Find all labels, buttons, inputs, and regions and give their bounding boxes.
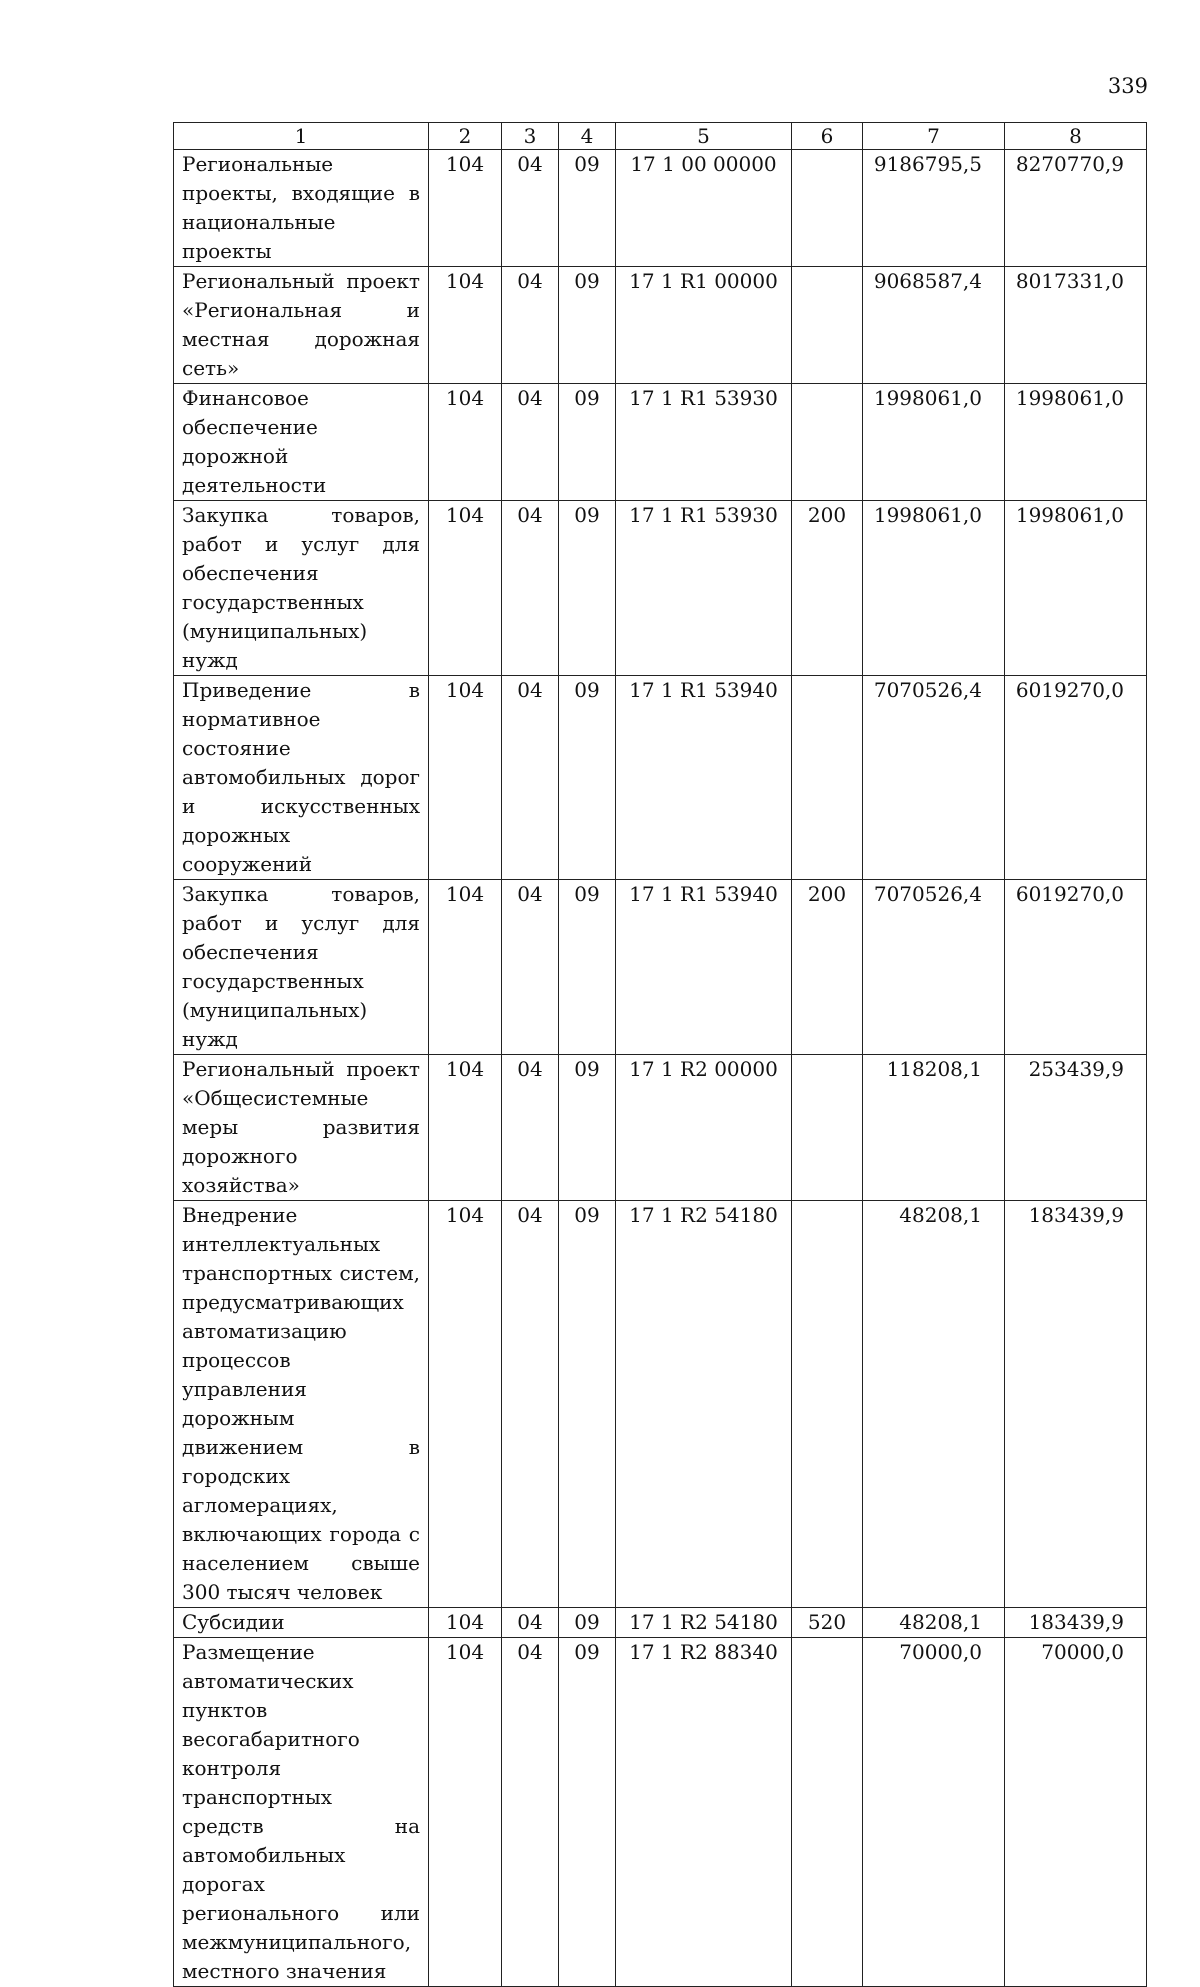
row-value-cell: 1998061,0 <box>1005 501 1147 676</box>
row-value-cell: 104 <box>429 1055 502 1201</box>
row-value-cell: 183439,9 <box>1005 1608 1147 1638</box>
row-value-cell: 7070526,4 <box>863 880 1005 1055</box>
row-value-cell: 09 <box>559 1638 616 1987</box>
row-value-cell: 200 <box>792 501 863 676</box>
row-value-cell: 1998061,0 <box>1005 384 1147 501</box>
header-cell: 1 <box>174 123 429 150</box>
row-value-cell <box>792 1201 863 1608</box>
budget-table <box>173 122 1147 1987</box>
header-cell: 5 <box>616 123 792 150</box>
row-value-cell <box>792 267 863 384</box>
row-value-cell: 8017331,0 <box>1005 267 1147 384</box>
row-value-cell <box>792 676 863 880</box>
row-value-cell <box>792 150 863 267</box>
row-value-cell: 09 <box>559 1201 616 1608</box>
table-row <box>174 1201 1147 1608</box>
header-cell: 2 <box>429 123 502 150</box>
header-cell: 4 <box>559 123 616 150</box>
row-value-cell: 6019270,0 <box>1005 676 1147 880</box>
row-value-cell: 17 1 R1 53940 <box>616 880 792 1055</box>
row-value-cell: 17 1 R1 53940 <box>616 676 792 880</box>
row-value-cell: 70000,0 <box>1005 1638 1147 1987</box>
row-value-cell: 48208,1 <box>863 1608 1005 1638</box>
row-value-cell: 104 <box>429 676 502 880</box>
row-value-cell: 6019270,0 <box>1005 880 1147 1055</box>
row-value-cell: 17 1 R2 54180 <box>616 1201 792 1608</box>
row-value-cell: 04 <box>502 1608 559 1638</box>
row-value-cell: 17 1 R2 00000 <box>616 1055 792 1201</box>
row-name-cell: Закупка товаров, работ и услуг для обеспечения государственных (муниципальных) нужд <box>174 501 429 676</box>
row-value-cell: 04 <box>502 1638 559 1987</box>
row-name-cell: Финансовое обеспечение дорожной деятельности <box>174 384 429 501</box>
row-value-cell: 17 1 R1 53930 <box>616 501 792 676</box>
row-value-cell: 09 <box>559 1608 616 1638</box>
header-cell: 3 <box>502 123 559 150</box>
table-row <box>174 501 1147 676</box>
row-value-cell: 104 <box>429 267 502 384</box>
row-value-cell: 183439,9 <box>1005 1201 1147 1608</box>
row-value-cell: 09 <box>559 880 616 1055</box>
row-value-cell: 7070526,4 <box>863 676 1005 880</box>
row-value-cell: 04 <box>502 676 559 880</box>
row-value-cell: 17 1 R2 54180 <box>616 1608 792 1638</box>
row-value-cell: 17 1 R2 88340 <box>616 1638 792 1987</box>
row-value-cell: 118208,1 <box>863 1055 1005 1201</box>
row-value-cell: 8270770,9 <box>1005 150 1147 267</box>
row-value-cell: 48208,1 <box>863 1201 1005 1608</box>
row-value-cell: 70000,0 <box>863 1638 1005 1987</box>
row-value-cell: 1998061,0 <box>863 501 1005 676</box>
row-value-cell: 04 <box>502 880 559 1055</box>
row-value-cell: 09 <box>559 1055 616 1201</box>
table-row <box>174 880 1147 1055</box>
row-value-cell <box>792 1055 863 1201</box>
table-header-row <box>174 123 1147 150</box>
row-name-cell: Приведение в нормативное состояние автомобильных дорог и искусственных дорожных сооружений <box>174 676 429 880</box>
row-value-cell: 17 1 R1 00000 <box>616 267 792 384</box>
row-value-cell: 04 <box>502 1201 559 1608</box>
row-value-cell: 04 <box>502 150 559 267</box>
row-value-cell: 200 <box>792 880 863 1055</box>
row-value-cell <box>792 1638 863 1987</box>
row-value-cell: 09 <box>559 150 616 267</box>
row-value-cell: 09 <box>559 267 616 384</box>
row-name-cell: Региональные проекты, входящие в национальные проекты <box>174 150 429 267</box>
row-name-cell: Внедрение интеллектуальных транспортных систем, предусматривающих автоматизацию процессов управления дорожным движением в городских агломерациях, включающих города с населением свыше 300 тысяч человек <box>174 1201 429 1608</box>
table-row <box>174 150 1147 267</box>
row-value-cell: 09 <box>559 501 616 676</box>
row-value-cell: 104 <box>429 1638 502 1987</box>
row-value-cell: 104 <box>429 1201 502 1608</box>
row-value-cell: 104 <box>429 1608 502 1638</box>
row-name-cell: Закупка товаров, работ и услуг для обеспечения государственных (муниципальных) нужд <box>174 880 429 1055</box>
table-row <box>174 1608 1147 1638</box>
row-name-cell: Размещение автоматических пунктов весогабаритного контроля транспортных средств на автомобильных дорогах регионального или межмуниципального, местного значения <box>174 1638 429 1987</box>
table-row <box>174 384 1147 501</box>
row-value-cell: 104 <box>429 501 502 676</box>
row-value-cell: 104 <box>429 150 502 267</box>
row-value-cell: 253439,9 <box>1005 1055 1147 1201</box>
row-name-cell: Субсидии <box>174 1608 429 1638</box>
row-value-cell: 104 <box>429 880 502 1055</box>
row-value-cell: 520 <box>792 1608 863 1638</box>
row-value-cell: 04 <box>502 1055 559 1201</box>
row-value-cell: 1998061,0 <box>863 384 1005 501</box>
table-row <box>174 676 1147 880</box>
row-value-cell: 104 <box>429 384 502 501</box>
row-value-cell: 17 1 00 00000 <box>616 150 792 267</box>
row-value-cell: 9186795,5 <box>863 150 1005 267</box>
page-number: 339 <box>1107 74 1148 98</box>
row-value-cell: 17 1 R1 53930 <box>616 384 792 501</box>
table-body <box>174 150 1147 1987</box>
row-name-cell: Региональный проект «Региональная и местная дорожная сеть» <box>174 267 429 384</box>
table-row <box>174 267 1147 384</box>
row-value-cell <box>792 384 863 501</box>
row-value-cell: 09 <box>559 384 616 501</box>
row-value-cell: 04 <box>502 267 559 384</box>
row-value-cell: 04 <box>502 501 559 676</box>
table-row <box>174 1055 1147 1201</box>
header-cell: 6 <box>792 123 863 150</box>
row-value-cell: 04 <box>502 384 559 501</box>
row-value-cell: 9068587,4 <box>863 267 1005 384</box>
table-row <box>174 1638 1147 1987</box>
header-cell: 7 <box>863 123 1005 150</box>
row-value-cell: 09 <box>559 676 616 880</box>
row-name-cell: Региональный проект «Общесистемные меры развития дорожного хозяйства» <box>174 1055 429 1201</box>
header-cell: 8 <box>1005 123 1147 150</box>
